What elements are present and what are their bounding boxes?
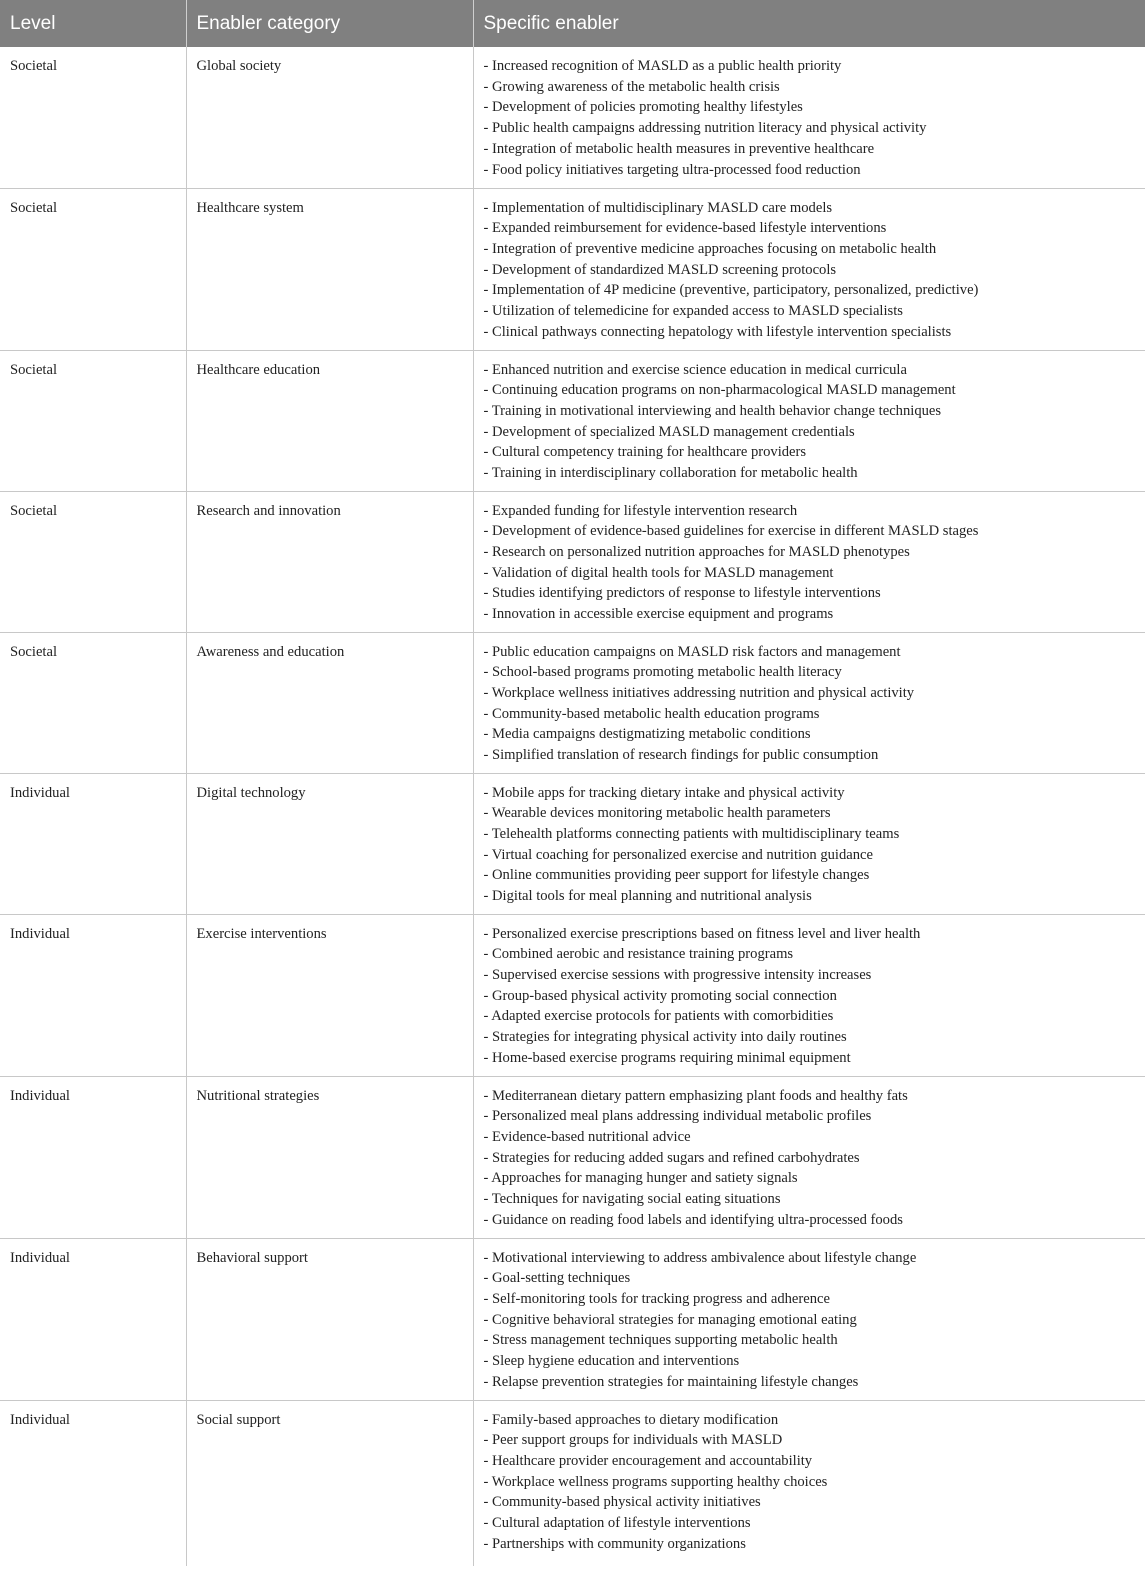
enabler-list-item: - Healthcare provider encouragement and accountability bbox=[483, 1452, 813, 1469]
level-cell: Societal bbox=[0, 350, 186, 491]
enabler-list-item: - Increased recognition of MASLD as a public health priority bbox=[483, 58, 842, 74]
enabler-list bbox=[484, 1086, 1136, 1231]
enabler-category-cell: Global society bbox=[186, 47, 473, 188]
table-row bbox=[0, 1238, 1145, 1400]
level-cell: Individual bbox=[10, 1411, 70, 1428]
table-row bbox=[0, 47, 1145, 188]
enabler-list-item: - Combined aerobic and resistance training programs bbox=[483, 946, 794, 963]
level-cell: Societal bbox=[0, 47, 186, 188]
enabler-list-item: - Peer support groups for individuals with MASLD bbox=[483, 1432, 783, 1449]
enabler-list-item: - Wearable devices monitoring metabolic health parameters bbox=[483, 805, 831, 822]
enabler-list bbox=[484, 360, 1136, 484]
enabler-list-item: - Innovation in accessible exercise equipment and programs bbox=[483, 606, 834, 623]
enabler-category-cell: Exercise interventions bbox=[186, 914, 473, 1076]
enabler-category-cell: Nutritional strategies bbox=[186, 1076, 473, 1238]
enabler-list-item: - Development of specialized MASLD management credentials bbox=[483, 423, 855, 440]
enabler-list-item: - Virtual coaching for personalized exercise and nutrition guidance bbox=[483, 846, 873, 863]
enabler-list-item: - Online communities providing peer support for lifestyle changes bbox=[483, 867, 870, 884]
enabler-list-item: - Food policy initiatives targeting ultra-processed food reduction bbox=[483, 161, 861, 178]
level-cell: Societal bbox=[0, 491, 186, 632]
specific-enabler-cell bbox=[473, 1076, 1145, 1238]
enabler-list-item: - Media campaigns destigmatizing metabolic conditions bbox=[483, 726, 811, 743]
enabler-list-item: - Public health campaigns addressing nutrition literacy and physical activity bbox=[483, 120, 927, 137]
level-cell: Individual bbox=[0, 1076, 186, 1238]
enabler-list-item: - Family-based approaches to dietary modification bbox=[483, 1411, 779, 1428]
enabler-list-item: - Clinical pathways connecting hepatology with lifestyle intervention specialists bbox=[483, 323, 952, 340]
table-row bbox=[0, 1400, 1145, 1566]
enabler-list-item: - Training in interdisciplinary collaboration for metabolic health bbox=[483, 465, 858, 482]
enabler-list-item: - Studies identifying predictors of response to lifestyle interventions bbox=[483, 585, 881, 602]
enabler-list-item: - Stress management techniques supporting metabolic health bbox=[483, 1332, 838, 1349]
enabler-list bbox=[484, 783, 1136, 907]
enabler-list-item: - Implementation of multidisciplinary MASLD care models bbox=[483, 199, 833, 216]
enabler-list-item: - Public education campaigns on MASLD risk factors and management bbox=[483, 643, 901, 660]
enabler-list-item: - Simplified translation of research findings for public consumption bbox=[483, 747, 879, 764]
enabler-list-item: - Validation of digital health tools for MASLD management bbox=[483, 564, 834, 581]
enabler-list-item: - Growing awareness of the metabolic health crisis bbox=[483, 78, 780, 95]
enabler-list-item: - Expanded reimbursement for evidence-based lifestyle interventions bbox=[483, 220, 887, 237]
enabler-list bbox=[484, 1248, 1136, 1393]
enabler-list-item: - Goal-setting techniques bbox=[483, 1270, 631, 1287]
table-row bbox=[0, 632, 1145, 773]
specific-enabler-cell bbox=[473, 773, 1145, 914]
table-row bbox=[0, 491, 1145, 632]
enabler-list bbox=[484, 1410, 1136, 1555]
enabler-list bbox=[484, 501, 1136, 625]
enabler-list-item: - Mobile apps for tracking dietary intake and physical activity bbox=[483, 784, 845, 801]
enabler-list-item: - Workplace wellness programs supporting healthy choices bbox=[483, 1473, 828, 1490]
enabler-list-item: - Guidance on reading food labels and identifying ultra-processed foods bbox=[483, 1211, 903, 1228]
enabler-list-item: - Cultural adaptation of lifestyle interventions bbox=[483, 1515, 751, 1532]
enabler-list-item: - Self-monitoring tools for tracking progress and adherence bbox=[483, 1290, 830, 1307]
level-cell: Individual bbox=[0, 914, 186, 1076]
table-row bbox=[0, 1076, 1145, 1238]
enabler-list-item: - Development of standardized MASLD screening protocols bbox=[483, 261, 837, 278]
enabler-list-item: - Techniques for navigating social eating situations bbox=[483, 1191, 781, 1208]
enabler-list-item: - Personalized exercise prescriptions based on fitness level and liver health bbox=[483, 925, 921, 942]
enabler-list-item: - Training in motivational interviewing and health behavior change techniques bbox=[483, 402, 942, 419]
enabler-list-item: - Digital tools for meal planning and nutritional analysis bbox=[483, 888, 812, 905]
enabler-list-item: - Home-based exercise programs requiring minimal equipment bbox=[483, 1049, 851, 1066]
table-row bbox=[0, 773, 1145, 914]
enabler-list-item: - Workplace wellness initiatives addressing nutrition and physical activity bbox=[483, 684, 915, 701]
enabler-list-item: - Development of evidence-based guidelines for exercise in different MASLD stages bbox=[483, 523, 979, 540]
enabler-list-item: - Strategies for integrating physical activity into daily routines bbox=[483, 1029, 847, 1046]
enabler-list bbox=[484, 56, 1136, 180]
enabler-list-item: - Integration of preventive medicine approaches focusing on metabolic health bbox=[483, 240, 937, 257]
enabler-category-cell: Social support bbox=[186, 1400, 473, 1566]
specific-enabler-cell bbox=[473, 1400, 1145, 1566]
table-row bbox=[0, 914, 1145, 1076]
enabler-list-item: - School-based programs promoting metabolic health literacy bbox=[483, 664, 842, 681]
specific-enabler-cell bbox=[473, 1238, 1145, 1400]
enabler-list-item: - Enhanced nutrition and exercise science education in medical curricula bbox=[483, 361, 907, 378]
level-cell: Individual bbox=[0, 773, 186, 914]
enabler-list-item: - Implementation of 4P medicine (preventive, participatory, personalized, predictive) bbox=[483, 282, 979, 299]
enabler-list-item: - Partnerships with community organizations bbox=[483, 1535, 746, 1552]
header-level: Level bbox=[0, 0, 186, 47]
level-cell: Societal bbox=[0, 632, 186, 773]
enabler-list-item: - Continuing education programs on non-pharmacological MASLD management bbox=[483, 382, 956, 399]
enabler-list-item: - Expanded funding for lifestyle intervention research bbox=[483, 502, 798, 519]
enabler-list-item: - Supervised exercise sessions with progressive intensity increases bbox=[483, 966, 872, 983]
table-row bbox=[0, 188, 1145, 350]
enabler-list-item: - Development of policies promoting healthy lifestyles bbox=[483, 99, 803, 116]
header-row bbox=[0, 0, 1145, 47]
enabler-category-cell: Awareness and education bbox=[186, 632, 473, 773]
enabler-list-item: - Mediterranean dietary pattern emphasizing plant foods and healthy fats bbox=[483, 1087, 908, 1104]
enabler-list-item: - Sleep hygiene education and interventions bbox=[483, 1353, 740, 1370]
header-specific-enabler: Specific enabler bbox=[473, 0, 1145, 47]
table-row bbox=[0, 350, 1145, 491]
specific-enabler-cell bbox=[473, 47, 1145, 188]
enabler-category-cell: Healthcare education bbox=[186, 350, 473, 491]
enabler-list bbox=[484, 198, 1136, 343]
specific-enabler-cell bbox=[473, 914, 1145, 1076]
enabler-list-item: - Community-based physical activity initiatives bbox=[483, 1494, 761, 1511]
enabler-category-cell: Research and innovation bbox=[186, 491, 473, 632]
enabler-list-item: - Relapse prevention strategies for maintaining lifestyle changes bbox=[483, 1373, 859, 1390]
specific-enabler-cell bbox=[473, 188, 1145, 350]
enabler-list-item: - Motivational interviewing to address ambivalence about lifestyle change bbox=[483, 1249, 917, 1266]
header-enabler-category: Enabler category bbox=[186, 0, 473, 47]
enabler-list-item: - Adapted exercise protocols for patients with comorbidities bbox=[483, 1008, 834, 1025]
enabler-list-item: - Strategies for reducing added sugars and refined carbohydrates bbox=[483, 1149, 860, 1166]
specific-enabler-cell bbox=[473, 350, 1145, 491]
level-cell: Societal bbox=[0, 188, 186, 350]
enabler-list-item: - Cognitive behavioral strategies for managing emotional eating bbox=[483, 1311, 857, 1328]
table-body bbox=[0, 47, 1145, 1566]
level-cell: Individual bbox=[0, 1238, 186, 1400]
enabler-list-item: - Evidence-based nutritional advice bbox=[483, 1128, 691, 1145]
enabler-list-item: - Cultural competency training for healthcare providers bbox=[483, 444, 807, 461]
enabler-list-item: - Approaches for managing hunger and satiety signals bbox=[483, 1170, 798, 1187]
enabler-list-item: - Telehealth platforms connecting patients with multidisciplinary teams bbox=[483, 825, 900, 842]
enabler-list-item: - Group-based physical activity promoting social connection bbox=[483, 987, 837, 1004]
specific-enabler-cell bbox=[473, 632, 1145, 773]
enabler-list-item: - Community-based metabolic health education programs bbox=[483, 705, 820, 722]
enabler-list bbox=[484, 642, 1136, 766]
enabler-category-cell: Digital technology bbox=[186, 773, 473, 914]
enabler-list-item: - Personalized meal plans addressing individual metabolic profiles bbox=[483, 1108, 872, 1125]
enabler-category-cell: Healthcare system bbox=[186, 188, 473, 350]
enabler-list-item: - Research on personalized nutrition approaches for MASLD phenotypes bbox=[483, 543, 910, 560]
enabler-list-item: - Utilization of telemedicine for expanded access to MASLD specialists bbox=[483, 303, 903, 320]
enabler-list bbox=[484, 924, 1136, 1069]
specific-enabler-cell bbox=[473, 491, 1145, 632]
enabler-list-item: - Integration of metabolic health measures in preventive healthcare bbox=[483, 140, 875, 157]
enabler-category-cell: Behavioral support bbox=[186, 1238, 473, 1400]
